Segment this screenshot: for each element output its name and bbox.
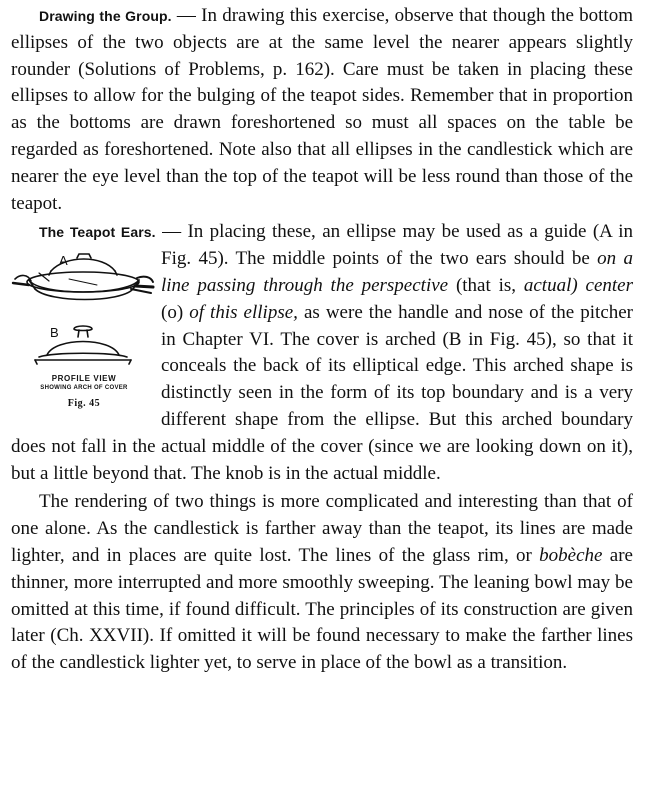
figure-caption-arch: SHOWING ARCH OF COVER	[40, 385, 128, 392]
paragraph-rendering	[11, 489, 633, 677]
paragraph-teapot-ears	[11, 219, 633, 487]
emphasis-text: of this ellipse,	[189, 301, 298, 323]
figure-caption-profile: PROFILE VIEW	[51, 374, 117, 384]
emphasis-text: actual) center	[523, 274, 634, 296]
figure-number: Fig. 45	[67, 398, 101, 410]
paragraph-text: — In placing these, an ellipse may be used as a guide (A in Fig. 45). The middle points of the two ears should be	[155, 221, 634, 270]
heading-drawing-the-group: Drawing the Group.	[39, 8, 172, 24]
figure-label-a: A	[59, 253, 68, 269]
paragraph-text: — In drawing this exercise, observe that though the bottom ellipses of the two objects are at the same level the nearer appears slightly rounder (Solutions of Problems, p. 162). Care must be taken in placing these ellipses to allow for the bulging of the teapot sides. Remember that in proportion as the bottoms are drawn foreshortened so must all spaces on the table be regarded as foreshortened. Note also that all ellipses in the candlestick which are nearer the eye level than the top of the teapot will be less round than those of the teapot.	[11, 5, 633, 214]
emphasis-text: on a line passing through the perspective	[161, 248, 634, 296]
heading-teapot-ears: The Teapot Ears.	[39, 224, 156, 241]
figure-label-b: B	[50, 325, 59, 341]
emphasis-bobeche: bobèche	[539, 544, 603, 566]
page	[11, 3, 633, 677]
paragraph-text: (o)	[161, 301, 190, 323]
paragraph-text: as were the handle and nose of the pitcher in Chapter VI. The cover is arched (B in Fig. 45), so that it conceals the back of its elliptical edge. This arched shape is distinctly seen in the form of its top boundary and is a very different shape from the ellipse. But this arched boundary does not fall in the actual middle of the cover (since we are looking down on it), but a little beyond that. The knob is in the actual middle.	[11, 301, 634, 484]
paragraph-text: The rendering of two things is more complicated and interesting than that of one alone. As the candlestick is farther away than the teapot, its lines are made lighter, and in places are quite lost. The lines of the glass rim, or	[11, 491, 633, 566]
paragraph-text: (that is,	[448, 274, 524, 296]
paragraph-text: are thinner, more interrupted and more smoothly sweeping. The leaning bowl may be omitted at this time, if found difficult. The principles of its construction are given later (Ch. XXVII). If omitted it will be found necessary to make the farther lines of the candlestick lighter yet, to serve in place of the bowl as a transition.	[11, 544, 633, 674]
figure-45	[11, 249, 157, 431]
paragraph-drawing-the-group	[11, 3, 633, 217]
